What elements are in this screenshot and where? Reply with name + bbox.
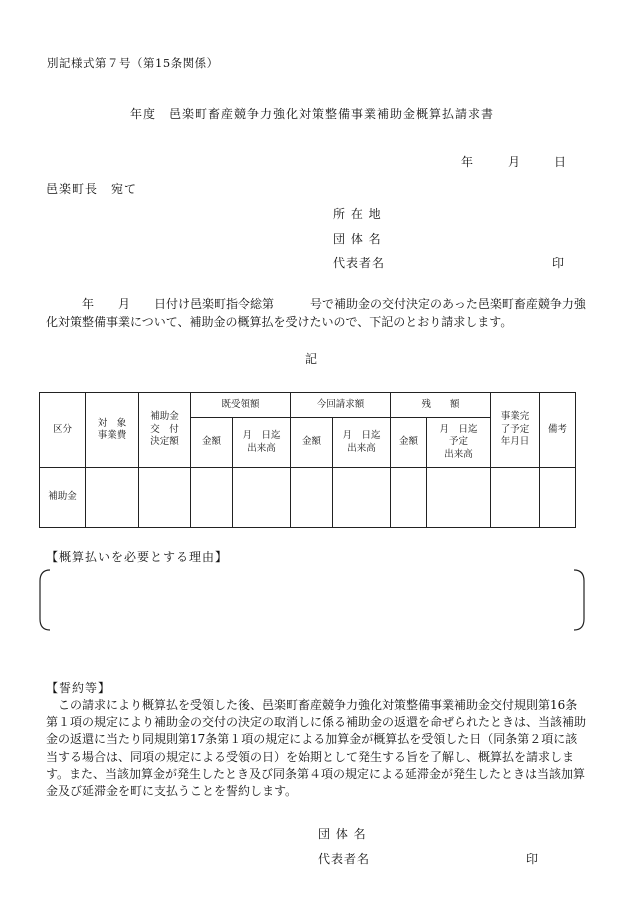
signature-organization-label: 団 体 名 bbox=[318, 827, 367, 841]
cell-konkai-kingaku[interactable] bbox=[291, 468, 333, 528]
sub-header-zan-yotei bbox=[427, 418, 491, 468]
cell-zan-yotei[interactable] bbox=[427, 468, 491, 528]
seal-mark: 印 bbox=[552, 256, 565, 270]
col-header-biko: 備考 bbox=[540, 393, 576, 468]
cell-zan-kingaku[interactable] bbox=[391, 468, 427, 528]
sub-header-konkai-kingaku: 金額 bbox=[291, 418, 333, 468]
date-year-label: 年 bbox=[461, 155, 474, 169]
sub-header-kiju-dekidaka-line1: 月 日迄 bbox=[242, 430, 281, 441]
col-header-kubun: 区分 bbox=[40, 393, 86, 468]
sub-header-kiju-dekidaka-line2: 出来高 bbox=[247, 442, 276, 454]
request-paragraph: 年 月 日付け邑楽町指令総第 号で補助金の交付決定のあった邑楽町畜産競争力強化対策整備事業について、補助金の概算払を受けたいので、下記のとおり請求します。 bbox=[46, 297, 586, 329]
date-day-label: 日 bbox=[554, 155, 567, 169]
sub-header-zan-kingaku: 金額 bbox=[391, 418, 427, 468]
addressee: 邑楽町長 宛て bbox=[46, 182, 138, 196]
ki-heading: 記 bbox=[305, 352, 318, 366]
pledge-paragraph: この請求により概算払を受領した後、邑楽町畜産競争力強化対策整備事業補助金交付規則第16条第１項の規定により補助金の交付の決定の取消しに係る補助金の返還を命ぜられたときは、当該補助金の返還に当たり同規則第17条第１項の規定による加算金が概算払を受領した日（同条第２項に該当する場合は、同項の規定による受領の日）を始期として発生する旨を了解し、概算払を請求します。また、当該加算金が発生したとき及び同条第４項の規定による延滞金が発生したときは当該加算金及び延滞金を町に支払うことを誓約します。 bbox=[46, 698, 587, 799]
sub-header-zan-yotei-line1: 月 日迄 bbox=[439, 423, 478, 435]
amount-table bbox=[39, 392, 576, 528]
col-header-kanryo bbox=[491, 393, 540, 468]
sub-header-kiju-kingaku: 金額 bbox=[191, 418, 233, 468]
cell-kiju-dekidaka[interactable] bbox=[233, 468, 291, 528]
pledge-heading: 【誓約等】 bbox=[46, 681, 112, 695]
group-header-kiju: 既受領額 bbox=[191, 393, 291, 418]
row-label-hojokin: 補助金 bbox=[40, 468, 86, 528]
col-header-kanryo-line1: 事業完 bbox=[500, 411, 530, 423]
cell-konkai-dekidaka[interactable] bbox=[333, 468, 391, 528]
document-title: 年度 邑楽町畜産競争力強化対策整備事業補助金概算払請求書 bbox=[130, 107, 495, 121]
organization-label: 団 体 名 bbox=[333, 232, 382, 246]
date-month-label: 月 bbox=[508, 155, 521, 169]
col-header-kanryo-line2: 了予定 bbox=[500, 423, 530, 435]
sub-header-konkai-dekidaka bbox=[333, 418, 391, 468]
table-row bbox=[40, 468, 576, 528]
cell-taisho[interactable] bbox=[86, 468, 139, 528]
form-number-label: 別記様式第７号（第15条関係） bbox=[47, 56, 219, 70]
group-header-konkai: 今回請求額 bbox=[291, 393, 391, 418]
col-header-taisho bbox=[86, 393, 139, 468]
signature-representative-label: 代表者名 bbox=[318, 852, 371, 866]
reason-heading: 【概算払いを必要とする理由】 bbox=[46, 550, 229, 564]
signature-seal-mark: 印 bbox=[526, 852, 539, 866]
cell-kiju-kingaku[interactable] bbox=[191, 468, 233, 528]
sub-header-konkai-dekidaka-line2: 出来高 bbox=[347, 442, 376, 454]
col-header-taisho-line2: 事業費 bbox=[97, 430, 127, 441]
sub-header-kiju-dekidaka bbox=[233, 418, 291, 468]
reason-bracket-box[interactable] bbox=[38, 569, 586, 631]
sub-header-zan-yotei-line3: 出来高 bbox=[444, 448, 473, 460]
col-header-kettei-line3: 決定額 bbox=[150, 436, 179, 448]
sub-header-zan-yotei-line2: 予定 bbox=[449, 436, 469, 448]
col-header-kettei-line2: 交 付 bbox=[150, 423, 179, 435]
group-header-zan: 残 額 bbox=[391, 393, 491, 418]
sub-header-konkai-dekidaka-line1: 月 日迄 bbox=[342, 430, 381, 441]
cell-biko[interactable] bbox=[540, 468, 576, 528]
col-header-kettei-line1: 補助金 bbox=[150, 411, 179, 423]
address-label: 所 在 地 bbox=[333, 207, 382, 221]
col-header-kanryo-line3: 年月日 bbox=[500, 436, 530, 448]
representative-label: 代表者名 bbox=[333, 256, 386, 270]
col-header-kettei bbox=[139, 393, 191, 468]
cell-kettei[interactable] bbox=[139, 468, 191, 528]
cell-kanryo[interactable] bbox=[491, 468, 540, 528]
col-header-taisho-line1: 対 象 bbox=[97, 417, 127, 429]
